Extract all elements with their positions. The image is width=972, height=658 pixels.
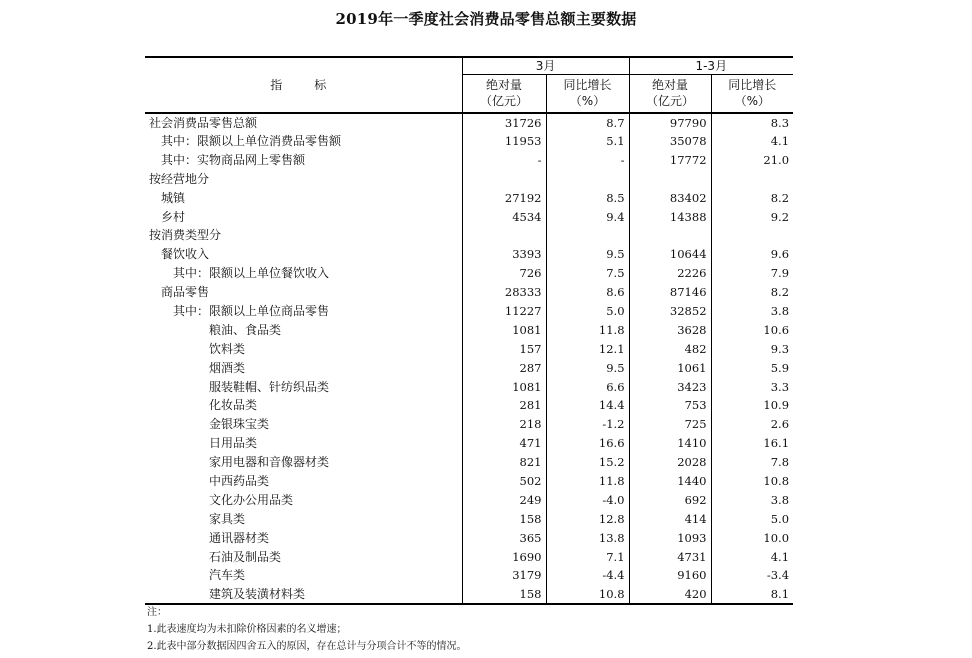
- retail-sales-table: [145, 56, 793, 605]
- cell-q1-value: 32852: [629, 302, 711, 321]
- cell-q1-growth: -3.4: [711, 566, 793, 585]
- table-row: [145, 509, 793, 528]
- cell-mar-growth: [546, 226, 629, 245]
- cell-mar-value: [462, 226, 546, 245]
- footnotes: [147, 604, 467, 655]
- table-row: [145, 207, 793, 226]
- cell-q1-growth: 10.8: [711, 472, 793, 491]
- footnote-item: 2.此表中部分数据因四舍五入的原因，存在总计与分项合计不等的情况。: [147, 641, 467, 652]
- cell-mar-value: -: [462, 150, 546, 169]
- cell-mar-growth: 10.8: [546, 585, 629, 604]
- cell-q1-growth: 10.6: [711, 320, 793, 339]
- row-label: 其中：限额以上单位商品零售: [173, 303, 330, 318]
- cell-mar-value: [462, 169, 546, 188]
- cell-mar-growth: 12.1: [546, 339, 629, 358]
- cell-q1-growth: 3.3: [711, 377, 793, 396]
- cell-q1-value: 1061: [629, 358, 711, 377]
- cell-mar-value: 471: [462, 434, 546, 453]
- cell-q1-value: 2028: [629, 453, 711, 472]
- cell-q1-growth: [711, 226, 793, 245]
- row-label: 饮料类: [209, 341, 246, 356]
- cell-mar-value: 1081: [462, 377, 546, 396]
- table-header: [145, 57, 793, 113]
- cell-q1-growth: 8.2: [711, 283, 793, 302]
- page-title: 2019年一季度社会消费品零售总额主要数据: [335, 10, 637, 28]
- cell-mar-value: 158: [462, 585, 546, 604]
- footnote-heading: 注：: [147, 607, 167, 618]
- cell-mar-value: 3393: [462, 245, 546, 264]
- cell-q1-value: 9160: [629, 566, 711, 585]
- row-label: 金银珠宝类: [209, 417, 270, 432]
- table-row: [145, 585, 793, 604]
- table-row: [145, 472, 793, 491]
- cell-q1-value: 35078: [629, 132, 711, 151]
- row-label: 石油及制品类: [209, 549, 282, 564]
- cell-mar-growth: 12.8: [546, 509, 629, 528]
- table-row: [145, 132, 793, 151]
- cell-mar-growth: 11.8: [546, 320, 629, 339]
- cell-mar-growth: -4.0: [546, 490, 629, 509]
- cell-mar-growth: 5.1: [546, 132, 629, 151]
- table-row: [145, 358, 793, 377]
- cell-q1-growth: 8.2: [711, 188, 793, 207]
- row-label: 化妆品类: [209, 398, 258, 413]
- cell-q1-growth: 8.1: [711, 585, 793, 604]
- cell-q1-value: 17772: [629, 150, 711, 169]
- row-label: 烟酒类: [209, 360, 246, 375]
- table-row: [145, 150, 793, 169]
- cell-mar-growth: 9.4: [546, 207, 629, 226]
- row-label: 家用电器和音像器材类: [209, 455, 330, 470]
- cell-q1-value: [629, 226, 711, 245]
- cell-mar-value: 27192: [462, 188, 546, 207]
- cell-mar-growth: 16.6: [546, 434, 629, 453]
- cell-q1-growth: 3.8: [711, 490, 793, 509]
- cell-mar-growth: 8.7: [546, 113, 629, 132]
- cell-mar-value: 4534: [462, 207, 546, 226]
- q1-abs-header: 绝对量 （亿元）: [629, 75, 711, 113]
- indicator-header: 指 标: [145, 57, 462, 113]
- cell-mar-value: 281: [462, 396, 546, 415]
- cell-mar-growth: 15.2: [546, 453, 629, 472]
- row-label: 餐饮收入: [161, 247, 210, 262]
- table-row: [145, 169, 793, 188]
- march-abs-header: 绝对量 （亿元）: [462, 75, 546, 113]
- cell-mar-growth: 7.5: [546, 264, 629, 283]
- row-label: 其中：限额以上单位消费品零售额: [161, 133, 342, 148]
- table-row: [145, 226, 793, 245]
- row-label: 按消费类型分: [149, 228, 222, 243]
- cell-q1-value: 414: [629, 509, 711, 528]
- cell-q1-growth: 9.2: [711, 207, 793, 226]
- march-group-header: 3月: [462, 57, 629, 75]
- row-label: 商品零售: [161, 285, 210, 300]
- cell-q1-value: 83402: [629, 188, 711, 207]
- cell-mar-growth: 8.6: [546, 283, 629, 302]
- cell-mar-growth: 14.4: [546, 396, 629, 415]
- row-label: 日用品类: [209, 436, 258, 451]
- row-label: 社会消费品零售总额: [149, 115, 258, 130]
- cell-mar-value: 287: [462, 358, 546, 377]
- cell-q1-value: 2226: [629, 264, 711, 283]
- table-row: [145, 547, 793, 566]
- cell-q1-growth: 5.9: [711, 358, 793, 377]
- cell-mar-value: 1081: [462, 320, 546, 339]
- cell-mar-growth: -4.4: [546, 566, 629, 585]
- cell-q1-value: 14388: [629, 207, 711, 226]
- q1-growth-header: 同比增长 （%）: [711, 75, 793, 113]
- table-row: [145, 490, 793, 509]
- cell-q1-value: 4731: [629, 547, 711, 566]
- cell-mar-value: 11953: [462, 132, 546, 151]
- table-row: [145, 188, 793, 207]
- cell-mar-growth: 9.5: [546, 245, 629, 264]
- cell-q1-value: 87146: [629, 283, 711, 302]
- footnote-item: 1.此表速度均为未扣除价格因素的名义增速；: [147, 624, 347, 635]
- cell-q1-growth: 10.0: [711, 528, 793, 547]
- table-row: [145, 415, 793, 434]
- cell-mar-value: 158: [462, 509, 546, 528]
- cell-q1-growth: 3.8: [711, 302, 793, 321]
- cell-q1-value: 420: [629, 585, 711, 604]
- cell-mar-growth: -1.2: [546, 415, 629, 434]
- cell-mar-value: 157: [462, 339, 546, 358]
- table-row: [145, 377, 793, 396]
- cell-q1-growth: 8.3: [711, 113, 793, 132]
- q1-group-header: 1-3月: [629, 57, 793, 75]
- cell-q1-value: 10644: [629, 245, 711, 264]
- table-row: [145, 453, 793, 472]
- row-label: 建筑及装潢材料类: [145, 585, 462, 604]
- cell-q1-value: 1440: [629, 472, 711, 491]
- table-row: [145, 245, 793, 264]
- cell-mar-value: 31726: [462, 113, 546, 132]
- table-body: [145, 113, 793, 604]
- cell-q1-growth: 9.6: [711, 245, 793, 264]
- cell-mar-value: 1690: [462, 547, 546, 566]
- table-row: [145, 302, 793, 321]
- cell-mar-value: 249: [462, 490, 546, 509]
- cell-q1-growth: 4.1: [711, 132, 793, 151]
- row-label: 服装鞋帽、针纺织品类: [209, 379, 330, 394]
- cell-mar-growth: -: [546, 150, 629, 169]
- cell-q1-growth: [711, 169, 793, 188]
- table-row: [145, 339, 793, 358]
- cell-mar-growth: 13.8: [546, 528, 629, 547]
- cell-mar-value: 365: [462, 528, 546, 547]
- cell-q1-growth: 9.3: [711, 339, 793, 358]
- row-label: 家具类: [209, 511, 246, 526]
- table-row: [145, 528, 793, 547]
- cell-mar-value: 821: [462, 453, 546, 472]
- table-row: [145, 396, 793, 415]
- cell-mar-growth: 7.1: [546, 547, 629, 566]
- cell-mar-value: 28333: [462, 283, 546, 302]
- row-label: 汽车类: [209, 568, 246, 583]
- row-label: 通讯器材类: [209, 530, 270, 545]
- cell-q1-value: 692: [629, 490, 711, 509]
- cell-q1-value: 97790: [629, 113, 711, 132]
- row-label: 其中：实物商品网上零售额: [161, 152, 306, 167]
- cell-q1-growth: 21.0: [711, 150, 793, 169]
- cell-mar-growth: 11.8: [546, 472, 629, 491]
- table-row: [145, 320, 793, 339]
- cell-q1-value: 3628: [629, 320, 711, 339]
- table-row: [145, 264, 793, 283]
- cell-mar-growth: 9.5: [546, 358, 629, 377]
- row-label: 中西药品类: [209, 473, 270, 488]
- cell-q1-growth: 2.6: [711, 415, 793, 434]
- cell-q1-value: [629, 169, 711, 188]
- table-row: [145, 283, 793, 302]
- cell-q1-growth: 7.8: [711, 453, 793, 472]
- cell-q1-growth: 10.9: [711, 396, 793, 415]
- cell-q1-value: 1410: [629, 434, 711, 453]
- cell-mar-value: 502: [462, 472, 546, 491]
- cell-mar-growth: 5.0: [546, 302, 629, 321]
- cell-q1-value: 725: [629, 415, 711, 434]
- table-row: [145, 113, 793, 132]
- cell-mar-growth: 6.6: [546, 377, 629, 396]
- march-growth-header: 同比增长 （%）: [546, 75, 629, 113]
- table-row: [145, 566, 793, 585]
- table-row: [145, 434, 793, 453]
- row-label: 其中：限额以上单位餐饮收入: [173, 266, 330, 281]
- cell-mar-growth: 8.5: [546, 188, 629, 207]
- cell-q1-growth: 16.1: [711, 434, 793, 453]
- cell-q1-value: 753: [629, 396, 711, 415]
- cell-q1-value: 3423: [629, 377, 711, 396]
- cell-mar-value: 726: [462, 264, 546, 283]
- row-label: 乡村: [161, 209, 186, 224]
- cell-mar-value: 3179: [462, 566, 546, 585]
- cell-q1-growth: 4.1: [711, 547, 793, 566]
- cell-mar-value: 11227: [462, 302, 546, 321]
- cell-q1-value: 1093: [629, 528, 711, 547]
- row-label: 粮油、食品类: [209, 322, 282, 337]
- cell-q1-growth: 5.0: [711, 509, 793, 528]
- row-label: 文化办公用品类: [209, 492, 294, 507]
- row-label: 按经营地分: [149, 171, 210, 186]
- row-label: 城镇: [161, 190, 186, 205]
- cell-mar-growth: [546, 169, 629, 188]
- cell-q1-growth: 7.9: [711, 264, 793, 283]
- cell-mar-value: 218: [462, 415, 546, 434]
- cell-q1-value: 482: [629, 339, 711, 358]
